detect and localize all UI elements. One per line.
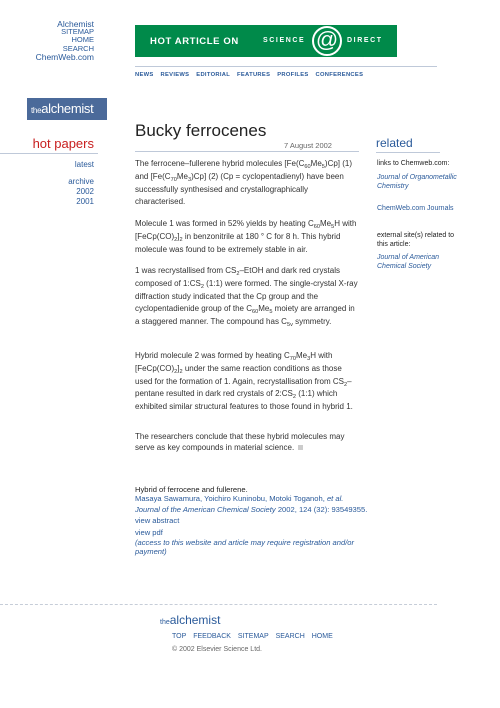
footer-top-link[interactable]: TOP: [172, 633, 187, 640]
footer-logo-alchemist: alchemist: [169, 613, 221, 627]
nav-profiles[interactable]: PROFILES: [277, 72, 309, 78]
banner-direct: DIRECT: [347, 37, 383, 44]
logo-the: the: [31, 106, 42, 115]
article-paragraph-4: Hybrid molecule 2 was formed by heating $C_{70}Me_3H$ with $[FeCp(CO)_2]_2$ under the same reaction conditions as those used for the formation of 1. Again, recrystallisation from $CS_2$–pentane resulted in dark red crystals of $2:CS_2$ (1:1) which exhibited similar structural features to those found in hybrid 1.: [135, 351, 353, 412]
footer-home-link[interactable]: HOME: [311, 633, 333, 640]
footer-feedback-link[interactable]: FEEDBACK: [193, 633, 231, 640]
chemweb-link[interactable]: ChemWeb.com: [35, 51, 94, 62]
hot-papers-heading: hot papers: [32, 136, 94, 151]
alchemist-logo[interactable]: [27, 98, 107, 120]
article-title: Bucky ferrocenes: [135, 121, 267, 140]
footer-sitemap-link[interactable]: SITEMAP: [237, 633, 269, 640]
footer-logo[interactable]: [160, 613, 220, 627]
nav-features[interactable]: FEATURES: [237, 72, 271, 78]
left-nav: [0, 160, 94, 207]
access-note: (access to this website and article may require registration and/or payment): [135, 538, 355, 557]
article-date: 7 August 2002: [284, 141, 332, 150]
latest-link[interactable]: latest: [74, 160, 94, 169]
reference-authors: Masaya Sawamura, Yoichiro Kuninobu, Motoki Toganoh, et al.: [135, 494, 344, 504]
article-paragraph-1: The ferrocene–fullerene hybrid molecules $[Fe(C_{60}Me_5)Cp]$ (1) and $[Fe(C_{70}Me_3)Cp]$ (2) (Cp = cyclopentadienyl) have been successfully synthesised and crystallographically characterised.: [135, 159, 353, 207]
archive-link[interactable]: archive: [68, 177, 94, 186]
divider: [376, 152, 440, 153]
nav-news[interactable]: NEWS: [135, 72, 154, 78]
banner-hot-article: HOT ARTICLE ON: [150, 36, 239, 47]
chemweb-journals-link[interactable]: ChemWeb.com Journals: [377, 205, 454, 212]
end-mark-icon: [298, 445, 303, 450]
article-paragraph-5: The researchers conclude that these hybrid molecules may serve as key compounds in material science.: [135, 432, 345, 452]
view-pdf-link[interactable]: view pdf: [135, 527, 163, 537]
sciencedirect-banner[interactable]: [135, 25, 397, 57]
footer-search-link[interactable]: SEARCH: [275, 633, 305, 640]
external-sites-label: external site(s) related to this article:: [377, 232, 455, 248]
article-paragraph-3: 1 was recrystallised from $CS_2$–EtOH and dark red crystals composed of $1:CS_2$ (1:1) were formed. The single-crystal X-ray diffraction study indicated that the Cp group and the cyclopentadienide group of the $C_{60}Me_5$ moiety are arranged in a staggered manner. The compound has $C_{5v}$ symmetry.: [135, 266, 358, 329]
home-link[interactable]: HOME: [71, 35, 94, 45]
footer-logo-the: the: [160, 619, 170, 626]
footer-divider: [0, 604, 437, 605]
at-icon: @: [312, 26, 342, 56]
archive-2002-link[interactable]: 2002: [76, 187, 94, 196]
archive-2001-link[interactable]: 2001: [76, 197, 94, 206]
nav-reviews[interactable]: REVIEWS: [160, 72, 190, 78]
footer-nav: [172, 633, 337, 640]
divider: [135, 66, 437, 67]
nav-conferences[interactable]: CONFERENCES: [315, 72, 364, 78]
article-reference: [135, 485, 375, 557]
section-nav: [135, 72, 368, 78]
divider: [0, 153, 98, 154]
journal-acs-link[interactable]: Journal of American Chemical Society: [377, 254, 439, 270]
top-nav: [0, 20, 94, 61]
reference-journal-link[interactable]: Journal of the American Chemical Society 2002, 124 (32): 93549355.: [135, 504, 368, 514]
related-links-label: links to Chemweb.com:: [377, 160, 450, 167]
article-paragraph-2: Molecule 1 was formed in 52% yields by heating $C_{60}Me_5H$ with $[FeCp(CO)_2]_2$ in benzonitrile at 180 ° C for 8 h. This hybrid molecule was found to be extremely stable in air.: [135, 219, 357, 254]
logo-alchemist: alchemist: [41, 101, 94, 116]
copyright: © 2002 Elsevier Science Ltd.: [172, 646, 262, 653]
related-heading: related: [376, 136, 413, 150]
search-link[interactable]: SEARCH: [62, 43, 94, 53]
divider: [135, 151, 359, 152]
alchemist-link[interactable]: Alchemist: [57, 19, 94, 29]
reference-title: Hybrid of ferrocene and fullerene.: [135, 485, 248, 494]
nav-editorial[interactable]: EDITORIAL: [196, 72, 231, 78]
view-abstract-link[interactable]: view abstract: [135, 516, 180, 526]
journal-organometallic-link[interactable]: Journal of Organometallic Chemistry: [377, 174, 457, 190]
sitemap-link[interactable]: SITEMAP: [61, 27, 94, 37]
banner-science: SCIENCE: [263, 37, 306, 44]
